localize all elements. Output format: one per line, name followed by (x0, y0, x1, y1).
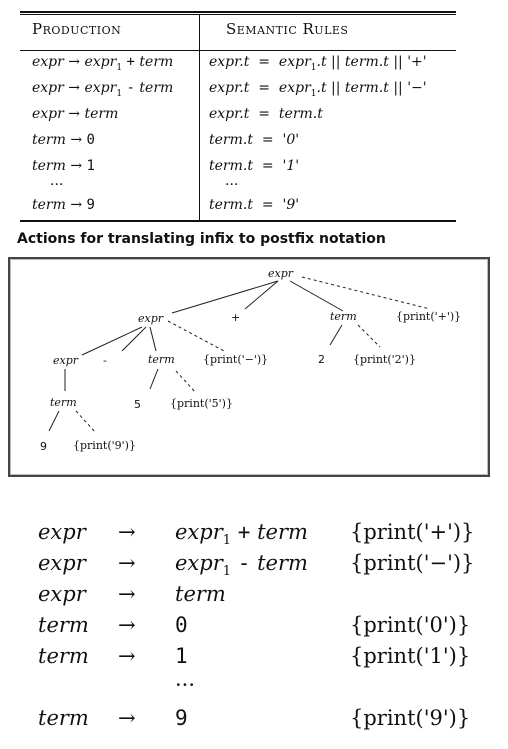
rule-lhs: term.t (209, 158, 253, 174)
edge-termm-five (150, 369, 158, 389)
rule-rhs: '0' (282, 132, 300, 148)
production-rhs1: 0 (86, 132, 95, 148)
scheme-action: {print('0')} (350, 613, 471, 637)
production-rhs2: term (139, 80, 174, 96)
translation-scheme (0, 510, 508, 740)
subscript: 1 (310, 88, 317, 99)
semantic-rule (209, 132, 299, 148)
edge-root-print-plus (302, 277, 430, 309)
arrow: → (70, 197, 83, 213)
scheme-action: {print('+')} (350, 520, 475, 544)
scheme-action: {print('1')} (350, 644, 471, 668)
scheme-arrow: → (118, 582, 136, 606)
edge-expr-expr (82, 327, 142, 355)
edge-root-plus (245, 281, 278, 309)
scheme-action: {print('9')} (350, 706, 471, 730)
header-semantic-rules: Semantic Rules (226, 20, 349, 38)
table-header-rule (20, 50, 456, 51)
rule-rhs: expr (278, 80, 311, 96)
table-bottom-rule (20, 220, 456, 222)
subscript: 1 (116, 88, 123, 99)
equals: = (258, 54, 271, 70)
production-rhs1: expr (84, 54, 117, 70)
production-rhs2: term (139, 54, 174, 70)
table-row (32, 158, 95, 174)
table-top-rule (20, 11, 456, 13)
tree-action-print-plus: {print('+')} (396, 310, 462, 323)
rule-lhs: expr.t (209, 106, 250, 122)
tree-node-expr-root: expr (268, 267, 294, 280)
scheme-ellipsis: ··· (175, 673, 196, 697)
scheme-rhs1: expr (175, 551, 223, 575)
semantic-rule (209, 197, 299, 213)
production-lhs: term (32, 158, 66, 174)
production-lhs: expr (32, 106, 64, 122)
production-rhs1: 9 (86, 197, 95, 213)
rule-lhs: expr.t (209, 80, 250, 96)
production-rhs1: expr (84, 80, 117, 96)
table-row (32, 197, 95, 213)
equals: = (261, 158, 274, 174)
production-lhs: expr (32, 54, 64, 70)
figure-caption: Actions for translating infix to postfix notation (17, 231, 386, 247)
scheme-action: {print('−')} (350, 551, 475, 575)
rule-rest: .t || term.t || '−' (316, 80, 427, 96)
tree-action-print-five: {print('5')} (170, 397, 233, 410)
tree-node-expr-left: expr (138, 312, 164, 325)
rule-lhs: term.t (209, 197, 253, 213)
edge-term-two (330, 325, 342, 345)
syntax-directed-definition-table (20, 11, 456, 222)
scheme-lhs: expr (38, 551, 86, 575)
scheme-arrow: → (118, 644, 136, 668)
scheme-rhs2: term (257, 520, 308, 544)
edge-termm-print-five (176, 371, 196, 393)
production-rhs1: term (84, 106, 119, 122)
rule-rest: .t || term.t || '+' (316, 54, 427, 70)
edge-expr-term (150, 327, 156, 351)
arrow: → (68, 106, 81, 122)
scheme-subscript: 1 (222, 564, 232, 580)
scheme-lhs: expr (38, 520, 86, 544)
arrow: → (68, 80, 81, 96)
production-lhs: term (32, 132, 66, 148)
scheme-arrow: → (118, 613, 136, 637)
production-lhs: term (32, 197, 66, 213)
scheme-operator: + (237, 520, 251, 544)
production-ellipsis: ··· (50, 177, 64, 193)
tree-node-term-right: term (330, 310, 357, 323)
tree-node-two: 2 (318, 353, 325, 366)
arrow: → (70, 158, 83, 174)
table-row (32, 132, 95, 148)
subscript: 1 (116, 62, 123, 73)
scheme-lhs: term (38, 613, 89, 637)
tree-action-print-nine: {print('9')} (73, 439, 136, 452)
scheme-rhs2: term (257, 551, 308, 575)
scheme-rhs1: 9 (175, 706, 188, 730)
scheme-arrow: → (118, 551, 136, 575)
tree-node-minus: - (103, 354, 107, 367)
edge-termll-nine (49, 411, 59, 431)
scheme-lhs: term (38, 644, 89, 668)
arrow: → (68, 54, 81, 70)
scheme-arrow: → (118, 706, 136, 730)
edge-term-print-two (358, 325, 380, 347)
tree-action-print-two: {print('2')} (353, 353, 416, 366)
rule-rhs: expr (278, 54, 311, 70)
scheme-rhs (175, 520, 308, 548)
tree-node-term-middle: term (148, 353, 175, 366)
rule-rhs: '9' (282, 197, 300, 213)
operator: - (126, 80, 135, 96)
rule-rhs: '1' (282, 158, 300, 174)
production-rhs1: 1 (86, 158, 95, 174)
edge-termll-print-nine (76, 411, 96, 433)
edge-root-term (290, 281, 343, 311)
scheme-rhs1: 0 (175, 613, 188, 637)
equals: = (261, 132, 274, 148)
tree-node-plus: + (231, 311, 241, 324)
rule-lhs: term.t (209, 132, 253, 148)
equals: = (261, 197, 274, 213)
semantic-rule (209, 158, 299, 174)
tree-node-expr-left-left: expr (53, 354, 79, 367)
semantic-rule (209, 80, 427, 99)
tree-action-print-minus: {print('−')} (203, 353, 269, 366)
scheme-arrow: → (118, 520, 136, 544)
table-row (32, 106, 118, 122)
edge-expr-print-minus (168, 321, 224, 351)
scheme-lhs: expr (38, 582, 86, 606)
rule-lhs: expr.t (209, 54, 250, 70)
tree-node-five: 5 (134, 398, 141, 411)
scheme-rhs1: 1 (175, 644, 188, 668)
equals: = (258, 80, 271, 96)
semantic-rule (209, 106, 323, 122)
equals: = (258, 106, 271, 122)
scheme-lhs: term (38, 706, 89, 730)
tree-node-nine: 9 (40, 440, 47, 453)
scheme-rhs1: term (175, 582, 226, 606)
table-column-divider (199, 15, 200, 222)
scheme-rhs (175, 551, 308, 579)
rule-ellipsis: ··· (225, 177, 239, 193)
rule-rhs: term.t (278, 106, 323, 122)
table-row (32, 54, 173, 73)
table-row (32, 80, 173, 99)
parse-tree-figure (8, 257, 490, 477)
arrow: → (70, 132, 83, 148)
edge-root-expr (172, 281, 278, 313)
header-production: Production (32, 20, 122, 38)
production-lhs: expr (32, 80, 64, 96)
scheme-subscript: 1 (222, 533, 232, 549)
semantic-rule (209, 54, 427, 73)
operator: + (126, 54, 135, 70)
scheme-rhs1: expr (175, 520, 223, 544)
scheme-operator: - (237, 551, 251, 575)
table-top-rule-thin (20, 14, 456, 15)
subscript: 1 (310, 62, 317, 73)
tree-node-term-left: term (50, 396, 77, 409)
